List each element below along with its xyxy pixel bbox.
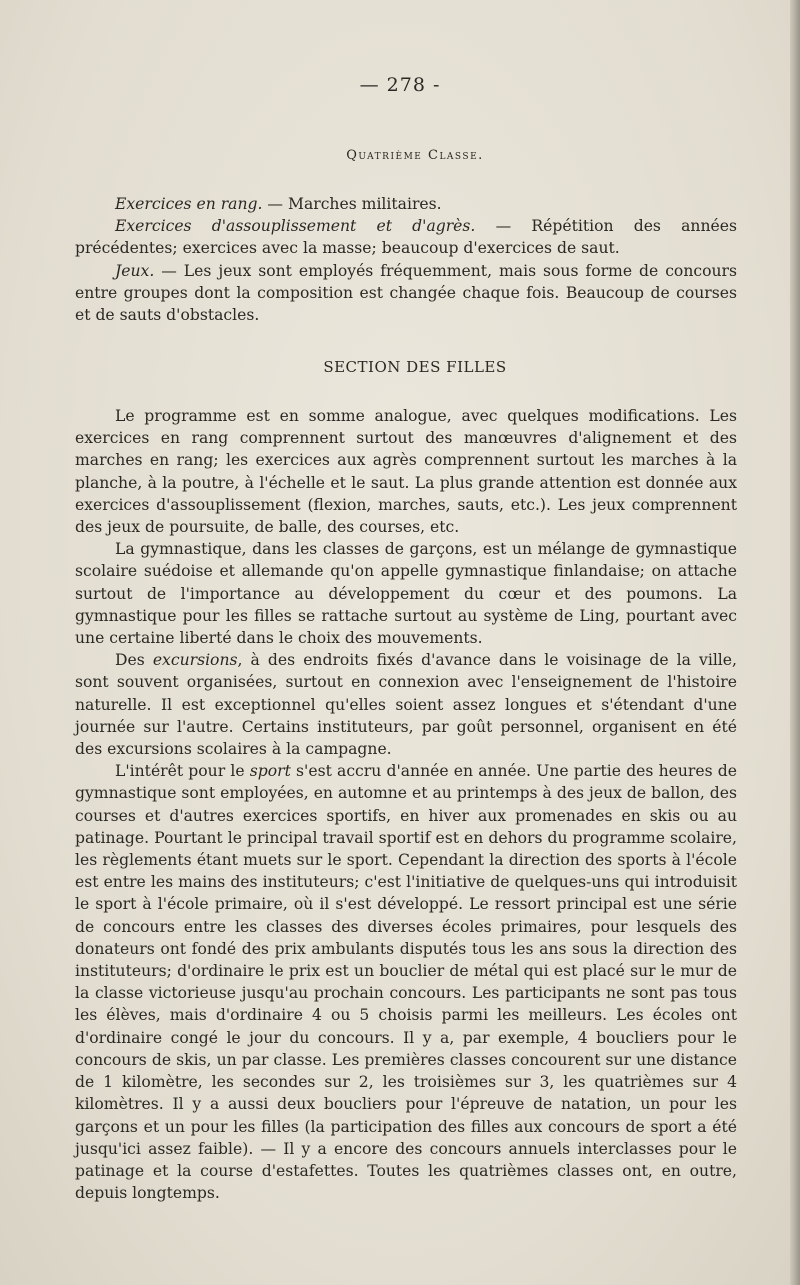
label-games: Jeux. [115,261,155,280]
paragraph-exercises-in-rank [75,193,737,215]
paragraph-excursions [75,649,737,760]
text-sport-after: s'est accru d'année en année. Une partie des heures de gymnastique sont employées, en automne et au printemps à des jeux de ballon, des courses et d'autres exercices sportifs, en hiver aux promenades en skis ou au patinage. Pourtant le principal travail sportif est en dehors du programme scolaire, les règlements étant muets sur le sport. Cependant la direction des sports à l'école est entre les mains des instituteurs; c'est l'initiative de quelques-uns qui introduisit le sport à l'école primaire, où il s'est développé. Le ressort principal est une série de concours entre les classes des diverses écoles primaires, pour lesquels des donateurs ont fondé des prix ambulants disputés tous les ans sous la direction des instituteurs; d'ordinaire le prix est un bouclier de métal qui est placé sur le mur de la classe victorieuse jusqu'au prochain concours. Les participants ne sont pas tous les élèves, mais d'ordinaire 4 ou 5 choisis parmi les meilleurs. Les écoles ont d'ordinaire congé le jour du concours. Il y a, par exemple, 4 boucliers pour le concours de skis, un par classe. Les premières classes concourent sur une distance de 1 kilomètre, les secondes sur 2, les troisièmes sur 3, les quatrièmes sur 4 kilomètres. Il y a aussi deux boucliers pour l'épreuve de natation, un pour les garçons et un pour les filles (la participation des filles aux concours de sport a été jusqu'ici assez faible). — Il y a encore des concours annuels interclasses pour le patinage et la course d'estafettes. Toutes les quatrièmes classes ont, en outre, depuis longtemps. [75,762,737,1203]
text-excursions-after: , à des endroits fixés d'avance dans le voisinage de la ville, sont souvent organisées, surtout en connexion avec l'enseignement de l'histoire naturelle. Il est exceptionnel qu'elles soient assez longues et s'étendant d'une journée sur l'autre. Certains instituteurs, par goût personnel, organisent en été des excursions scolaires à la campagne. [75,651,737,759]
paragraph-games [75,260,737,327]
text-games: — Les jeux sont employés fréquemment, mais sous forme de concours entre groupes dont la composition est changée chaque fois. Beaucoup de courses et de sauts d'obstacles. [75,261,737,325]
class-heading: Quatrième Classe. [346,148,484,163]
fourth-class-program [75,193,737,326]
text-excursions-before: Des [115,651,153,670]
label-suppleness-exercises: Exercices d'assouplissement et d'agrès. [115,217,476,236]
girls-section-body [75,405,737,1204]
text-suppleness-exercises: — Répétition des années précédentes; exercices avec la masse; beaucoup d'exercices de saut. [75,217,737,258]
section-heading: SECTION DES FILLES [323,358,507,376]
paragraph-sport [75,760,737,1204]
label-exercises-in-rank: Exercices en rang. [115,195,263,213]
paragraph-suppleness-exercises [75,215,737,259]
term-sport: sport [249,762,291,781]
text-exercises-in-rank: — Marches militaires. [262,195,442,213]
page-edge-shadow [790,0,800,1285]
paragraph-programme: Le programme est en somme analogue, avec quelques modifications. Les exercices en rang comprennent surtout des manœuvres d'alignement et des marches en rang; les exercices aux agrès comprennent surtout les marches à la planche, à la poutre, à l'échelle et le saut. La plus grande attention est donnée aux exercices d'assouplissement (flexion, marches, sauts, etc.). Les jeux comprennent des jeux de poursuite, de balle, des courses, etc. [75,407,737,537]
term-excursions: excursions [152,651,238,670]
text-sport-before: L'intérêt pour le [115,762,250,781]
page-number: — 278 - [359,74,441,96]
paragraph-gymnastics: La gymnastique, dans les classes de garçons, est un mélange de gymnastique scolaire suédoise et allemande qu'on appelle gymnastique finlandaise; on attache surtout de l'importance au développement du cœur et des poumons. La gymnastique pour les filles se rattache surtout au système de Ling, pourtant avec une certaine liberté dans le choix des mouvements. [75,540,737,648]
